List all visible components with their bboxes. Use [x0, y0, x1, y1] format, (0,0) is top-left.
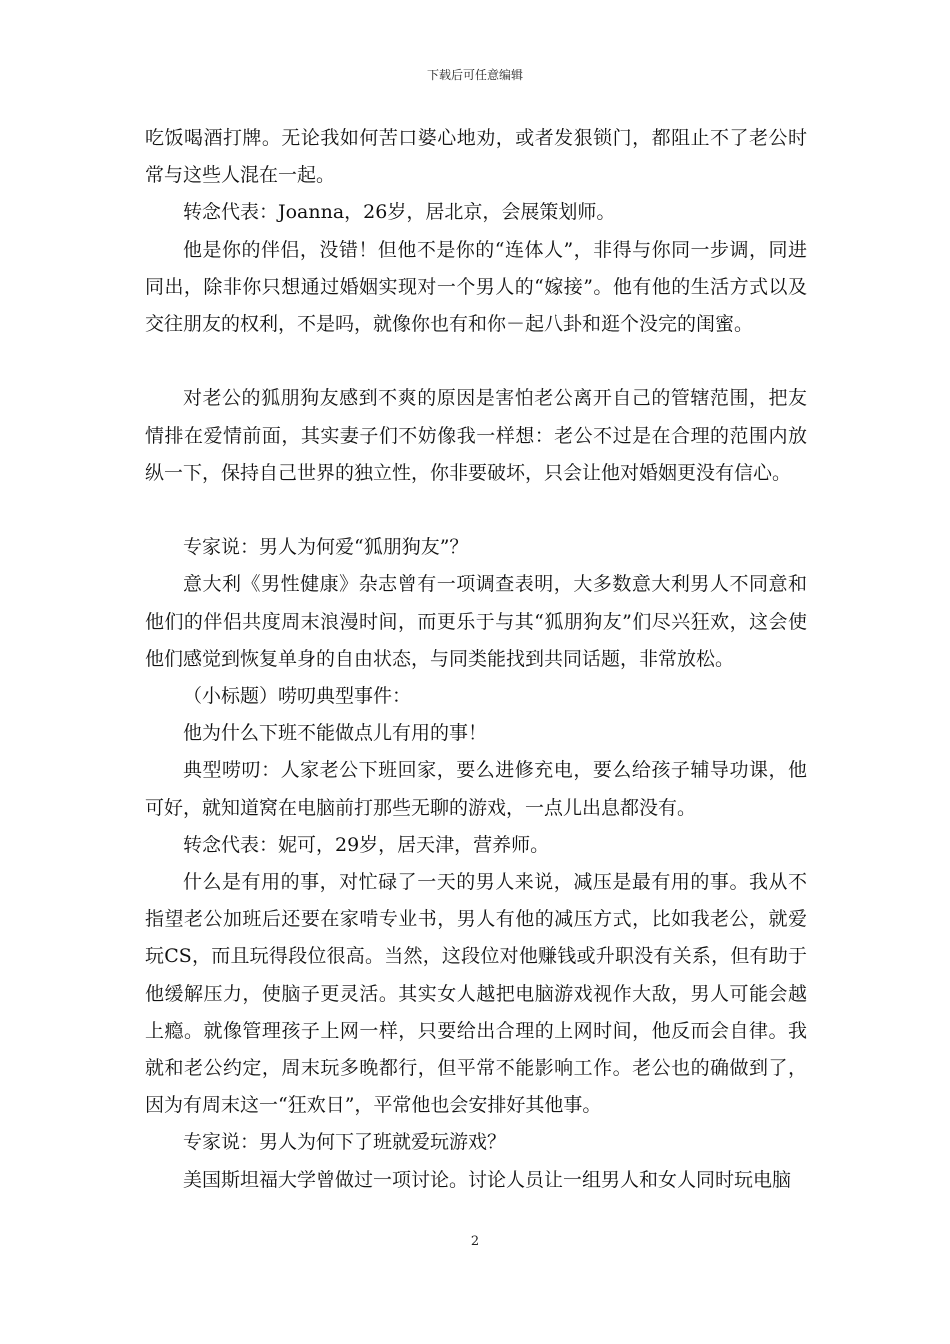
section-heading: 专家说：男人为何下了班就爱玩游戏？ — [183, 1131, 507, 1154]
document-body — [145, 120, 807, 1199]
section-heading: 专家说：男人为何爱“狐朋狗友”？ — [183, 536, 469, 559]
paragraph: 吃饭喝酒打牌。无论我如何苦口婆心地劝，或者发狠锁门，都阻止不了老公时常与这些人混在一起。 — [145, 127, 807, 187]
paragraph-spacer — [145, 492, 807, 529]
paragraph: 他是你的伴侣，没错！但他不是你的“连体人”，非得与你同一步调，同进同出，除非你只想通过婚姻实现对一个男人的“嫁接”。他有他的生活方式以及交往朋友的权利，不是吗，就像你也有和你－起八卦和逛个没完的闺蜜。 — [145, 238, 807, 336]
paragraph: 美国斯坦福大学曾做过一项讨论。讨论人员让一组男人和女人同时玩电脑 — [183, 1168, 792, 1191]
page-number: 2 — [470, 1234, 480, 1249]
paragraph: 对老公的狐朋狗友感到不爽的原因是害怕老公离开自己的管辖范围，把友情排在爱情前面，其实妻子们不妨像我一样想：老公不过是在合理的范围内放纵一下，保持自己世界的独立性，你非要破坏，只会让他对婚姻更没有信心。 — [145, 387, 807, 484]
paragraph: 转念代表：妮可，29岁，居天津，营养师。 — [183, 833, 550, 856]
page-header: 下载后可任意编辑 — [426, 68, 523, 82]
paragraph-spacer — [145, 343, 807, 380]
paragraph: 转念代表：Joanna，26岁，居北京，会展策划师。 — [183, 201, 616, 224]
paragraph: 什么是有用的事，对忙碌了一天的男人来说，减压是最有用的事。我从不指望老公加班后还要在家啃专业书，男人有他的减压方式，比如我老公，就爱玩CS，而且玩得段位很高。当然，这段位对他赚钱或升职没有关系，但有助于他缓解压力，使脑子更灵活。其实女人越把电脑游戏视作大敌，男人可能会越上瘾。就像管理孩子上网一样，只要给出合理的上网时间，他反而会自律。我就和老公约定，周末玩多晚都行，但平常不能影响工作。老公也的确做到了，因为有周末这一“狂欢日”，平常他也会安排好其他事。 — [145, 871, 807, 1117]
subheading: （小标题）唠叨典型事件： — [183, 685, 412, 708]
paragraph: 意大利《男性健康》杂志曾有一项调查表明，大多数意大利男人不同意和他们的伴侣共度周末浪漫时间，而更乐于与其“狐朋狗友”们尽兴狂欢，这会使他们感觉到恢复单身的自由状态，与同类能找到共同话题，非常放松。 — [145, 573, 807, 670]
paragraph: 典型唠叨：人家老公下班回家，要么进修充电，要么给孩子辅导功课，他可好，就知道窝在电脑前打那些无聊的游戏，一点儿出息都没有。 — [145, 759, 807, 819]
paragraph: 他为什么下班不能做点儿有用的事！ — [183, 722, 488, 745]
